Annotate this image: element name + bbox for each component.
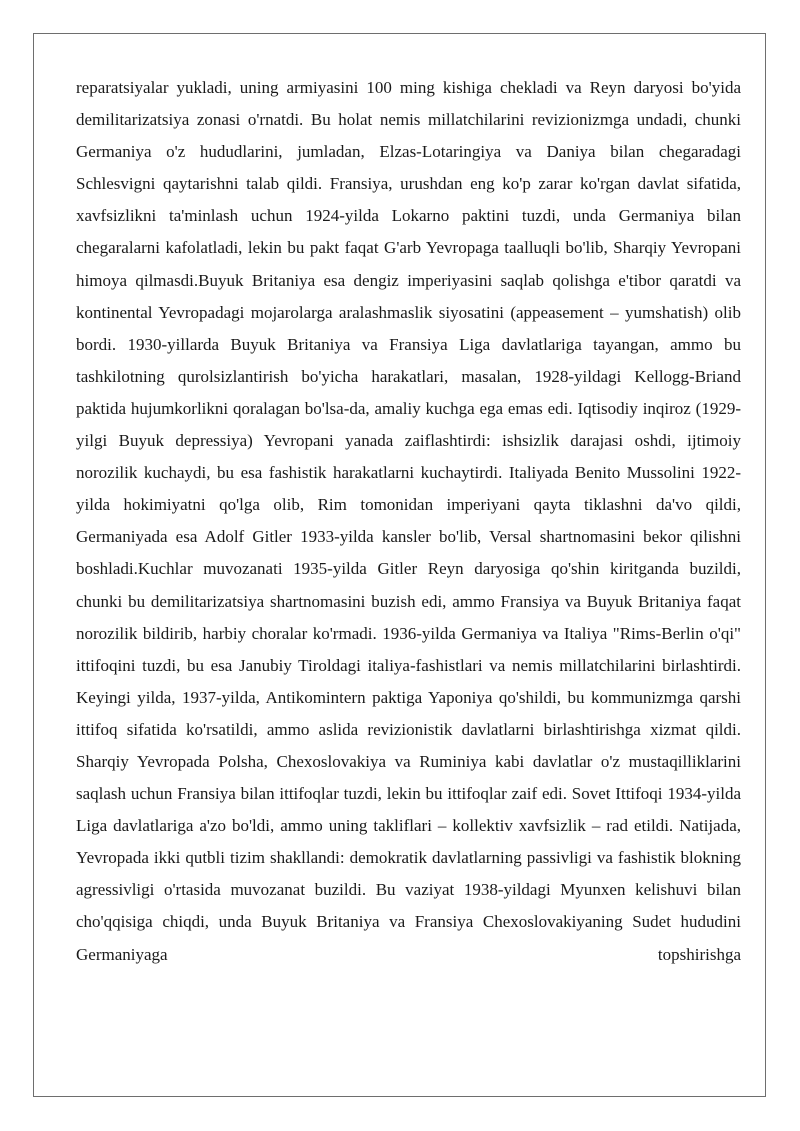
body-paragraph: reparatsiyalar yukladi, uning armiyasini 100 ming kishiga chekladi va Reyn daryosi bo'yida demilitarizatsiya zonasi o'rnatdi. Bu holat nemis millatchilarini revizionizmga undadi, chunki Germaniya o'z hududlarini, jumladan, Elzas-Lotaringiya va Daniya bilan chegaradagi Schlesvigni qaytarishni talab qildi. Fransiya, urushdan eng ko'p zarar ko'rgan davlat sifatida, xavfsizlikni ta'minlash uchun 1924-yilda Lokarno paktini tuzdi, unda Germaniya bilan chegaralarni kafolatladi, lekin bu pakt faqat G'arb Yevropaga taalluqli bo'lib, Sharqiy Yevropani himoya qilmasdi.Buyuk Britaniya esa dengiz imperiyasini saqlab qolishga e'tibor qaratdi va kontinental Yevropadagi mojarolarga aralashmaslik siyosatini (appeasement – yumshatish) olib bordi. 1930-yillarda Buyuk Britaniya va Fransiya Liga davlatlariga tayangan, ammo bu tashkilotning qurolsizlantirish bo'yicha harakatlari, masalan, 1928-yildagi Kellogg-Briand paktida hujumkorlikni qoralagan bo'lsa-da, amaliy kuchga ega emas edi. Iqtisodiy inqiroz (1929-yilgi Buyuk depressiya) Yevropani yanada zaiflashtirdi: ishsizlik darajasi oshdi, ijtimoiy norozilik kuchaydi, bu esa fashistik harakatlarni kuchaytirdi. Italiyada Benito Mussolini 1922-yilda hokimiyatni qo'lga olib, Rim tomonidan imperiyani qayta tiklashni da'vo qildi, Germaniyada esa Adolf Gitler 1933-yilda kansler bo'lib, Versal shartnomasini bekor qilishni boshladi.Kuchlar muvozanati 1935-yilda Gitler Reyn daryosiga qo'shin kiritganda buzildi, chunki bu demilitarizatsiya shartnomasini buzish edi, ammo Fransiya va Buyuk Britaniya faqat norozilik bildirib, harbiy choralar ko'rmadi. 1936-yilda Germaniya va Italiya "Rims-Berlin o'qi" ittifoqini tuzdi, bu esa Janubiy Tiroldagi italiya-fashistlari va nemis millatchilarini birlashtirdi. Keyingi yilda, 1937-yilda, Antikomintern paktiga Yaponiya qo'shildi, bu kommunizmga qarshi ittifoq sifatida ko'rsatildi, ammo aslida revizionistik davlatlarni birlashtirishga xizmat qildi. Sharqiy Yevropada Polsha, Chexoslovakiya va Ruminiya kabi davlatlar o'z mustaqilliklarini saqlash uchun Fransiya bilan ittifoqlar tuzdi, lekin bu ittifoqlar zaif edi. Sovet Ittifoqi 1934-yilda Liga davlatlariga a'zo bo'ldi, ammo uning takliflari – kollektiv xavfsizlik – rad etildi. Natijada, Yevropada ikki qutbli tizim shakllandi: demokratik davlatlarning passivligi va fashistik blokning agressivligi o'rtasida muvozanat buzildi. Bu vaziyat 1938-yildagi Myunxen kelishuvi bilan cho'qqisiga chiqdi, unda Buyuk Britaniya va Fransiya Chexoslovakiyaning Sudet hududini Germaniyaga topshirishga: [76, 78, 741, 964]
